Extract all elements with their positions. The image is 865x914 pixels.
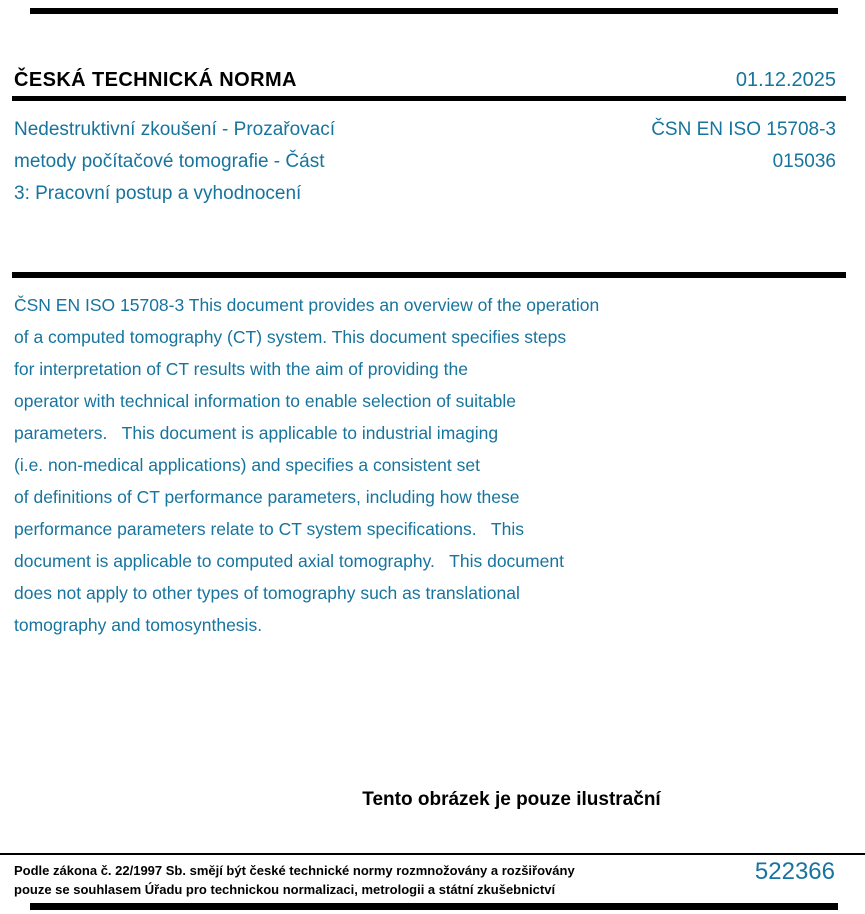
abstract-line: ČSN EN ISO 15708-3 This document provides an overview of the operation	[14, 295, 600, 315]
abstract-line: of definitions of CT performance parameters, including how these	[14, 487, 520, 507]
abstract-line: does not apply to other types of tomography such as translational	[14, 583, 520, 603]
footer-legal-text	[14, 861, 575, 899]
abstract-line: parameters. This document is applicable to industrial imaging	[14, 423, 499, 443]
order-number: 522366	[754, 858, 835, 885]
illustration-note: Tento obrázek je pouze ilustrační	[362, 789, 661, 810]
bottom-black-bar	[30, 903, 838, 910]
standard-code: ČSN EN ISO 15708-3	[651, 119, 836, 140]
masthead-title: ČESKÁ TECHNICKÁ NORMA	[14, 69, 297, 91]
abstract-line: tomography and tomosynthesis.	[14, 615, 263, 635]
publication-date: 01.12.2025	[735, 69, 836, 91]
standard-code-block	[651, 114, 836, 178]
footer-legal-line: pouze se souhlasem Úřadu pro technickou normalizaci, metrologii a státní zkušebnictví	[14, 882, 556, 897]
czech-title-line: Nedestruktivní zkoušení - Prozařovací	[14, 119, 336, 140]
abstract-line: operator with technical information to enable selection of suitable	[14, 391, 516, 411]
abstract-line: document is applicable to computed axial tomography. This document	[14, 551, 564, 571]
abstract-text	[14, 289, 599, 641]
masthead-rule	[12, 96, 846, 101]
czech-title-block	[14, 114, 335, 210]
czech-title-line: 3: Pracovní postup a vyhodnocení	[14, 183, 302, 204]
abstract-line: of a computed tomography (CT) system. This document specifies steps	[14, 327, 567, 347]
czech-title-line: metody počítačové tomografie - Část	[14, 151, 325, 172]
footer-legal-line: Podle zákona č. 22/1997 Sb. smějí být české technické normy rozmnožovány a rozšiřovány	[14, 863, 575, 878]
abstract-line: (i.e. non-medical applications) and specifies a consistent set	[14, 455, 480, 475]
section-divider-rule	[12, 272, 846, 278]
footer-divider-rule	[0, 853, 865, 855]
abstract-line: performance parameters relate to CT system specifications. This	[14, 519, 524, 539]
abstract-line: for interpretation of CT results with the aim of providing the	[14, 359, 468, 379]
class-code: 015036	[772, 151, 836, 172]
top-black-bar	[30, 8, 838, 14]
